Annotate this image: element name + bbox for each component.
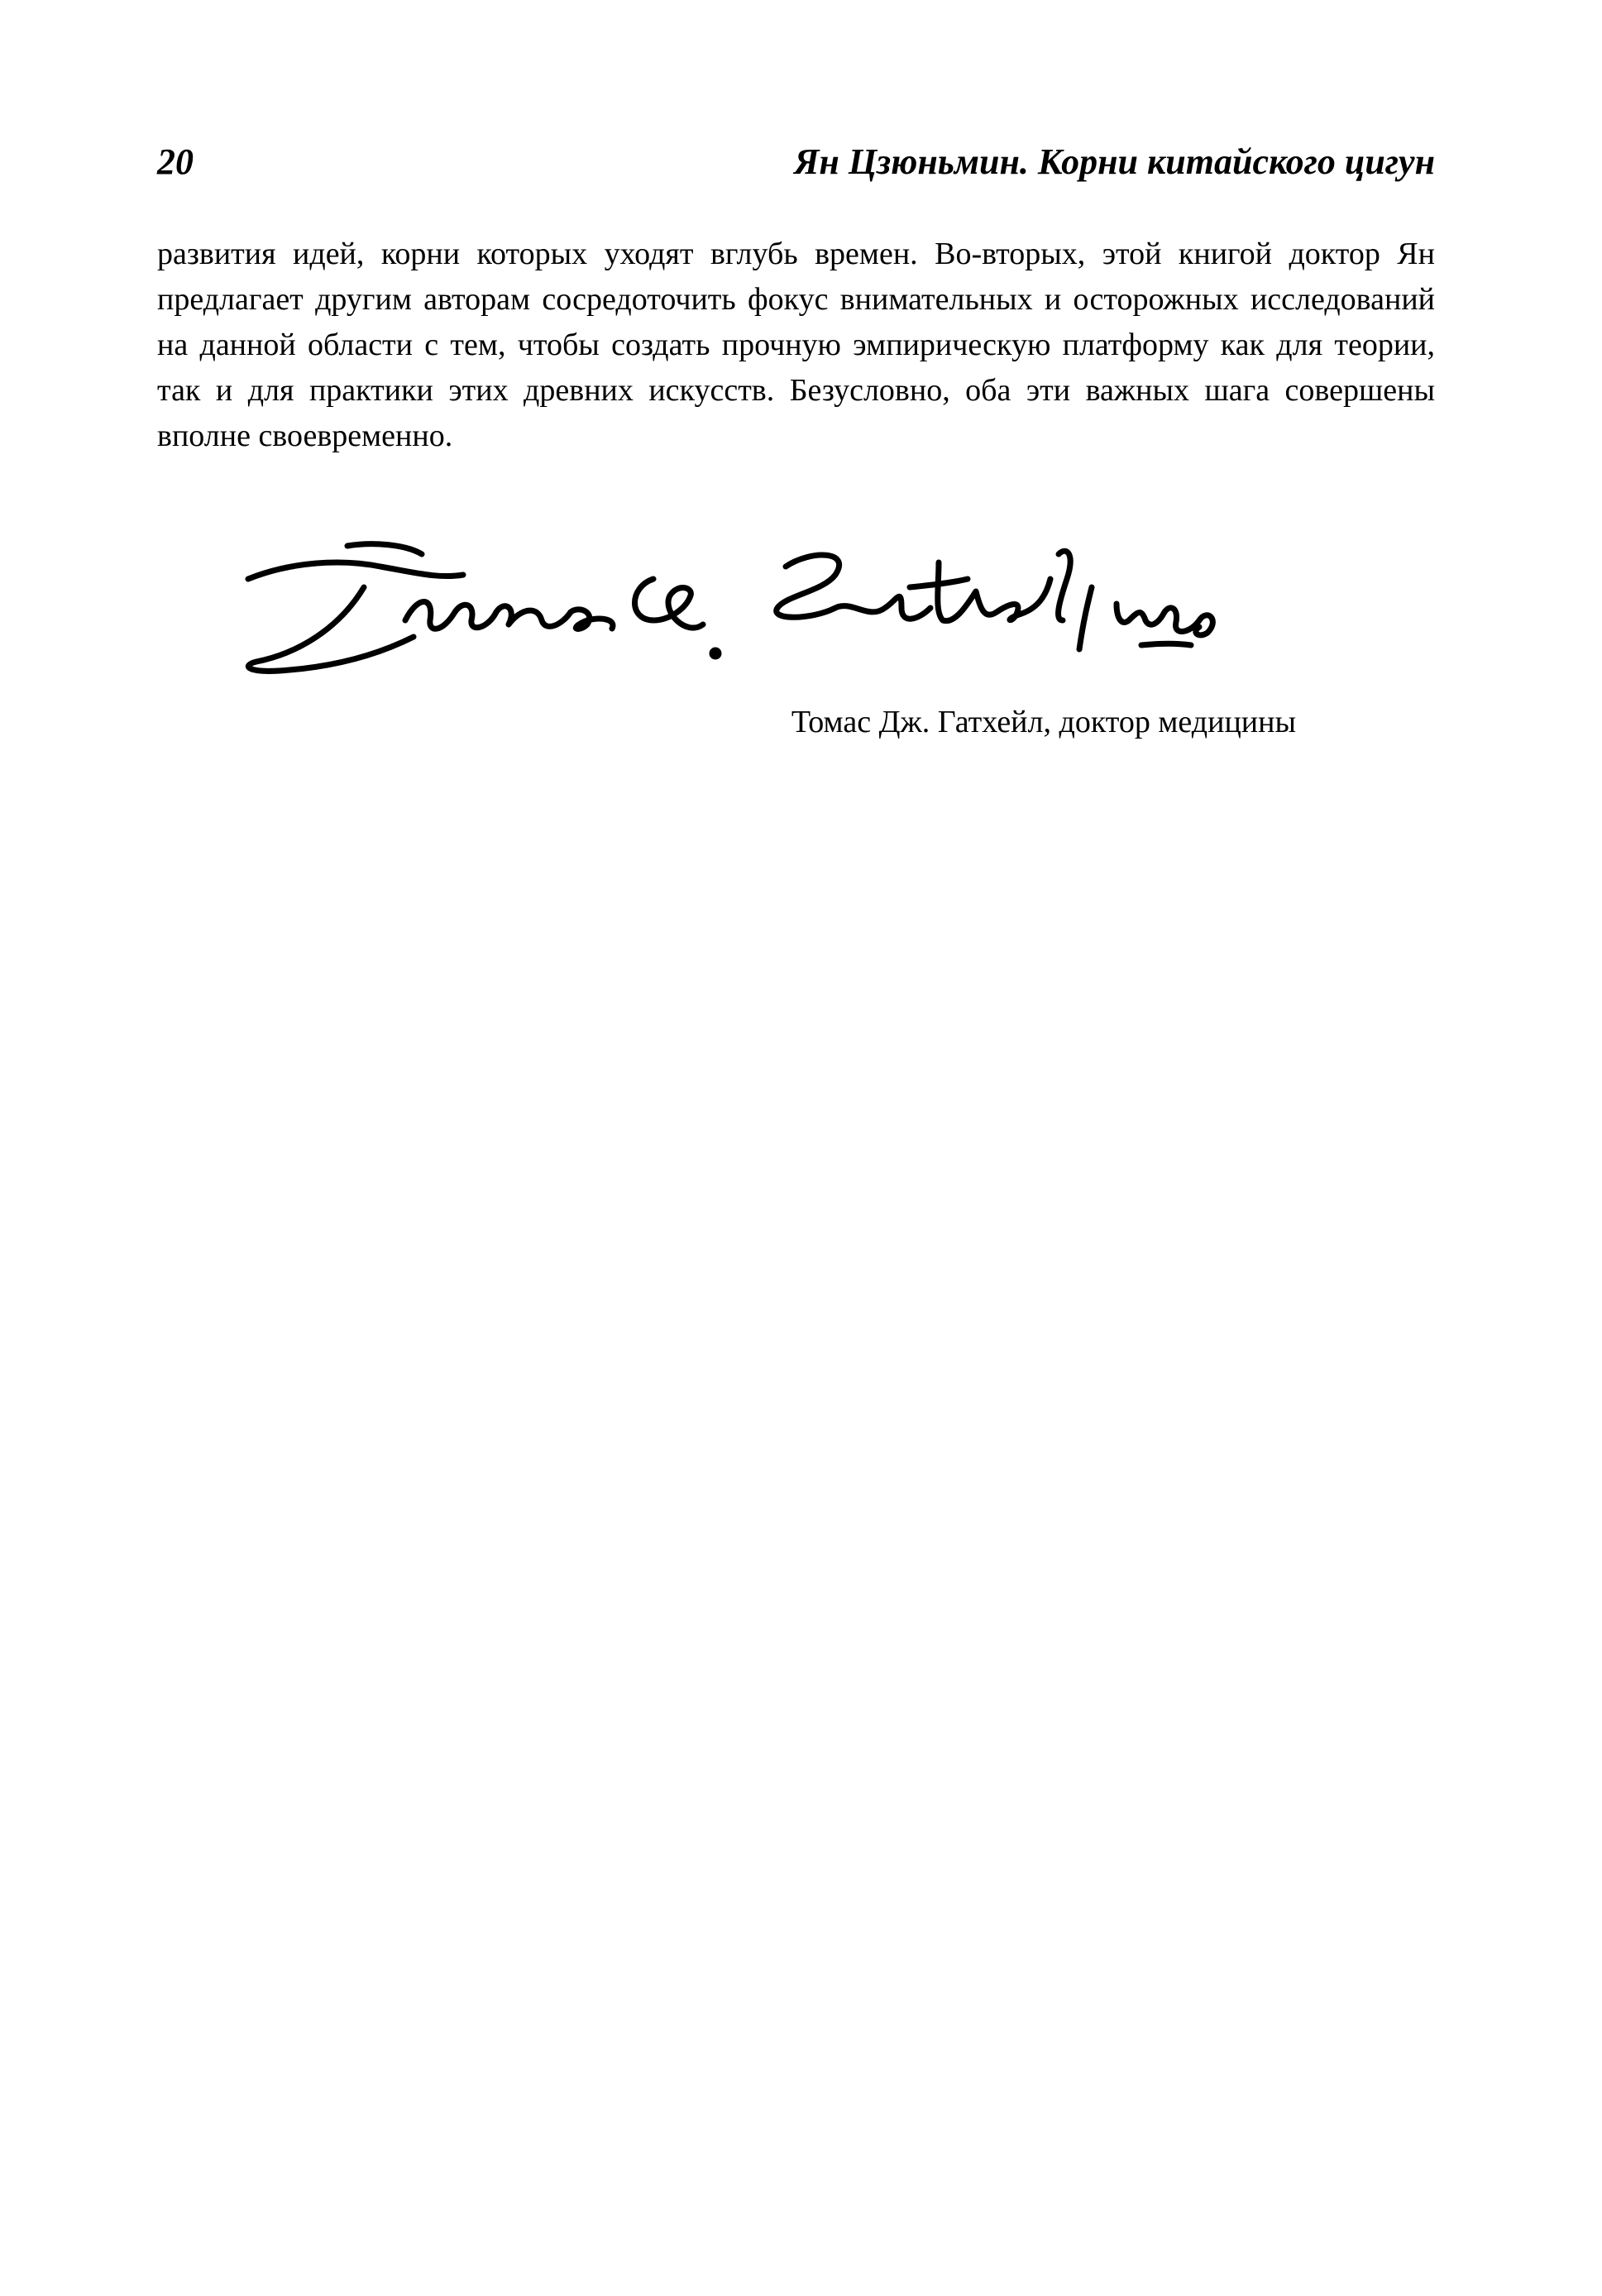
signatory-caption: Томас Дж. Гатхейл, доктор медицины [791,705,1296,739]
running-head [157,139,1435,185]
handwritten-signature [240,529,1398,695]
page-number: 20 [157,141,194,182]
body-paragraph: развития идей, корни которых уходят вглубь времен. Во-вторых, этой книгой доктор Ян предлагает другим авторам сосредоточить фокус внимательных и осторожных исследований на данной области с тем, чтобы создать прочную эмпирическую платформу как для теории, так и для практики этих древних искусств. Безусловно, оба эти важных шага совершены вполне своевременно. [157,237,1435,453]
running-title: Ян Цзюньмин. Корни китайского цигун [794,141,1435,182]
